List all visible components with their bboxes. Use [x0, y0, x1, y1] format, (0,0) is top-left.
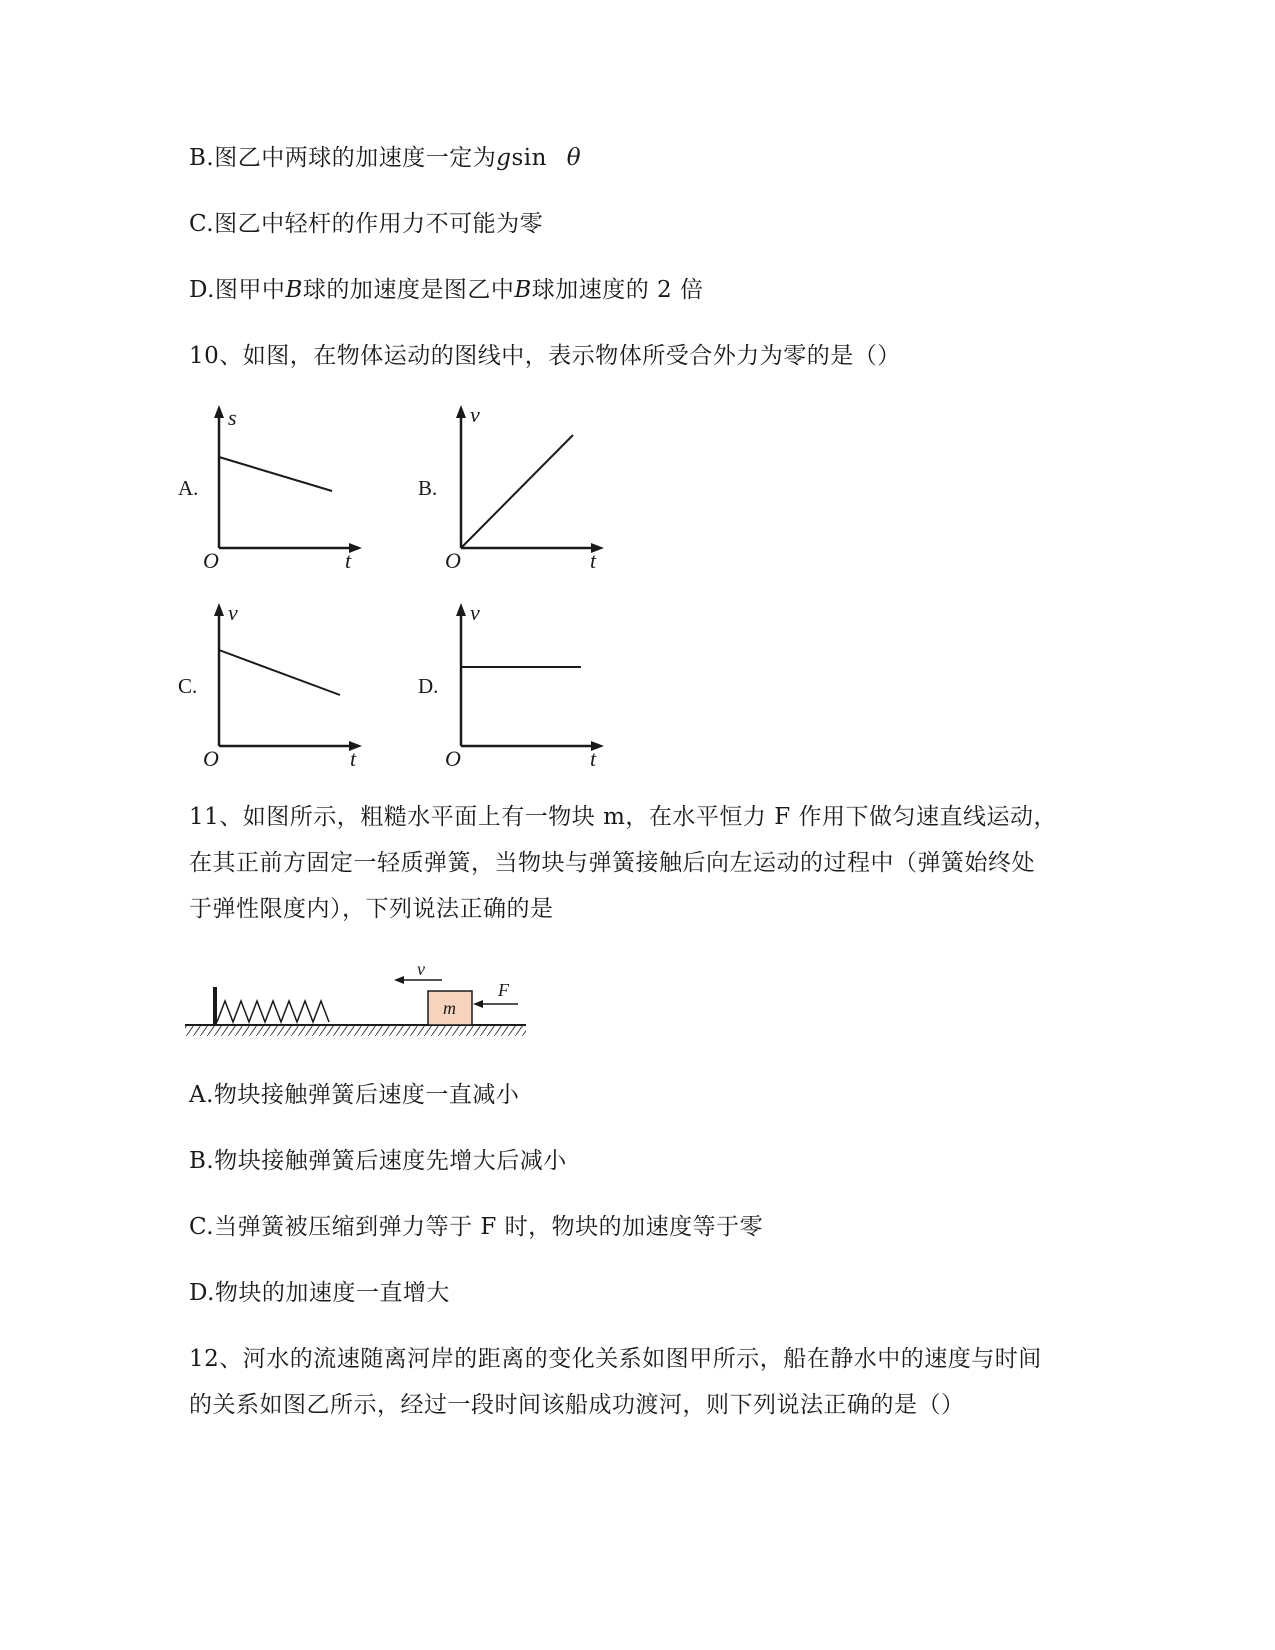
graph-a — [195, 400, 385, 575]
graph-c-x-axis: t — [350, 746, 357, 771]
graph-a-label: A. — [178, 476, 199, 500]
graph-b-label: B. — [418, 476, 438, 500]
q11-option-d: D.物块的加速度一直增大 — [189, 1280, 450, 1306]
force-label: F — [498, 980, 509, 1000]
graph-c — [195, 598, 385, 773]
graph-b — [437, 400, 627, 575]
graph-a-origin: O — [203, 548, 219, 573]
option-d-part3: 球加速度的 2 倍 — [531, 277, 704, 303]
q12-stem-line-2: 的关系如图乙所示，经过一段时间该船成功渡河，则下列说法正确的是（） — [189, 1392, 965, 1418]
graph-d-y-axis: v — [470, 600, 480, 625]
option-d-part2: 球的加速度是图乙中 — [302, 277, 515, 303]
spring-block-figure — [180, 955, 540, 1050]
ball-b-label-2: B — [514, 277, 532, 303]
option-d-part1: D.图甲中 — [189, 277, 286, 303]
formula-theta: θ — [566, 145, 582, 171]
graph-b-origin: O — [445, 548, 461, 573]
graph-d — [437, 598, 627, 773]
option-b-prefix: B.图乙中两球的加速度一定为 — [189, 145, 497, 171]
option-c-prev: C.图乙中轻杆的作用力不可能为零 — [189, 211, 544, 237]
option-d-prev — [189, 275, 704, 305]
q12-stem-line-1: 12、河水的流速随离河岸的距离的变化关系如图甲所示，船在静水中的速度与时间 — [189, 1346, 1042, 1372]
graph-d-x-axis: t — [590, 746, 597, 771]
q11-stem-line-3: 于弹性限度内），下列说法正确的是 — [189, 896, 554, 922]
graph-b-x-axis: t — [590, 548, 597, 573]
graph-d-origin: O — [445, 746, 461, 771]
q11-option-c: C.当弹簧被压缩到弹力等于 F 时，物块的加速度等于零 — [189, 1214, 764, 1240]
option-b-prev — [189, 143, 581, 173]
graph-d-label: D. — [418, 674, 439, 698]
velocity-label: v — [417, 959, 425, 979]
q11-stem-line-1: 11、如图所示，粗糙水平面上有一物块 m，在水平恒力 F 作用下做匀速直线运动， — [189, 804, 1057, 830]
graph-a-y-axis: s — [228, 405, 237, 430]
graph-b-y-axis: v — [470, 402, 480, 427]
q10-stem: 10、如图，在物体运动的图线中，表示物体所受合外力为零的是（） — [189, 343, 901, 369]
q11-stem-line-2: 在其正前方固定一轻质弹簧，当物块与弹簧接触后向左运动的过程中（弹簧始终处 — [189, 850, 1035, 876]
block-label: m — [443, 998, 456, 1018]
ball-b-label-1: B — [285, 277, 303, 303]
graph-c-label: C. — [178, 674, 198, 698]
formula-g: g — [496, 145, 512, 171]
formula-sin: sin — [511, 145, 555, 171]
graph-c-y-axis: v — [228, 600, 238, 625]
graph-a-x-axis: t — [345, 548, 352, 573]
q11-option-b: B.物块接触弹簧后速度先增大后减小 — [189, 1148, 567, 1174]
graph-c-origin: O — [203, 746, 219, 771]
q11-option-a: A.物块接触弹簧后速度一直减小 — [189, 1082, 520, 1108]
